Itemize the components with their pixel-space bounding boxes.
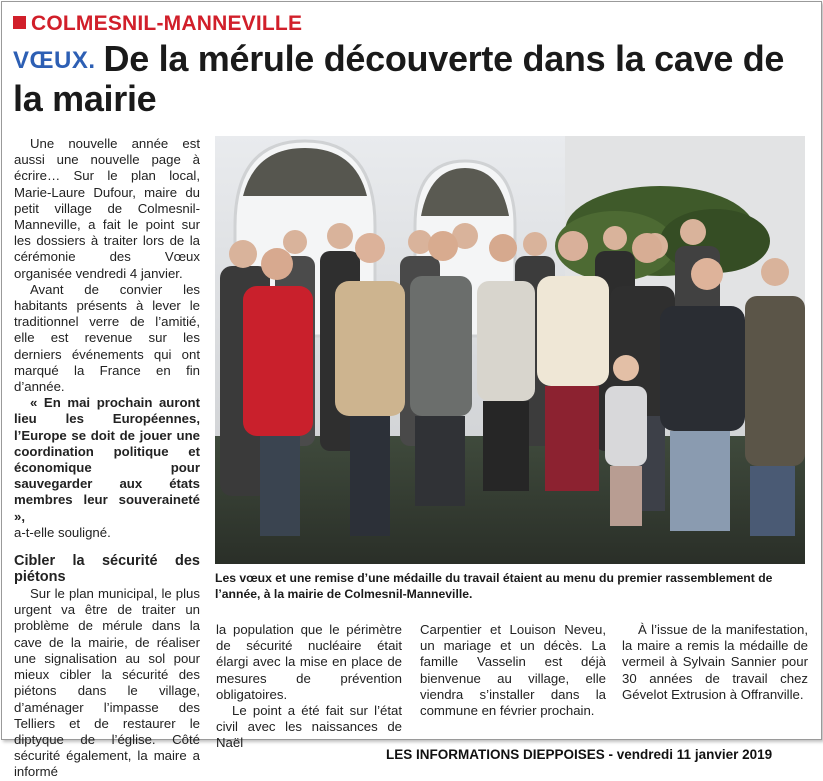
subheading: Cibler la sécurité des piétons: [14, 553, 200, 586]
headline: [13, 40, 813, 118]
col1-quote: « En mai prochain auront lieu les Européennes, l’Europe se doit de jouer une coordination politique et économique pour sauvegarder aux états membres leur souveraineté »,: [14, 395, 200, 524]
column-1: [14, 136, 200, 781]
publication-footer: LES INFORMATIONS DIEPPOISES - vendredi 11 janvier 2019: [386, 747, 773, 762]
col1-paragraph-4: Sur le plan municipal, le plus urgent va être de traiter un problème de mérule dans la cave de la mairie, de réaliser une signalisation au sol pour mieux cibler la sécurité des piétons dans le village, d’aménager l’impasse des Telliers et de restaurer le diptyque de l’église. Côté sécurité également, la maire a informé: [14, 586, 200, 780]
group-photo: [215, 136, 805, 564]
column-4: [622, 622, 808, 703]
column-3: [420, 622, 606, 719]
col1-paragraph-1: Une nouvelle année est aussi une nouvelle page à écrire… Sur le plan local, Marie-Laure Dufour, maire du petit village de Colmesnil-Manneville, a fait le point sur les dossiers à traiter lors de la cérémonie des Vœux organisée vendredi 4 janvier.: [14, 136, 200, 281]
section-kicker: [13, 12, 302, 36]
headline-title: De la mérule découverte dans la cave de la mairie: [13, 38, 785, 119]
kicker-square-icon: [13, 16, 26, 29]
headline-tag: VŒUX.: [13, 47, 96, 74]
col2-paragraph-1: la population que le périmètre de sécurité nucléaire était élargi avec la mise en place de mesures de prévention obligatoires.: [216, 622, 402, 702]
col1-paragraph-2: Avant de convier les habitants présents à lever le traditionnel verre de l’amitié, elle est revenue sur les derniers événements qui ont marqué la France en fin d’année.: [14, 281, 200, 395]
col3-paragraph-1: Carpentier et Louison Neveu, un mariage et un décès. La famille Vasselin est déjà bienvenue au village, elle viendra s’installer dans la commune en février prochain.: [420, 622, 606, 719]
photo-illustration: [215, 136, 805, 564]
col2-paragraph-2: Le point a été fait sur l’état civil avec les naissances de Naël: [216, 703, 402, 751]
column-2: [216, 622, 402, 752]
kicker-text: COLMESNIL-MANNEVILLE: [31, 12, 303, 35]
col4-paragraph-1: À l’issue de la manifestation, la maire a remis la médaille de vermeil à Sylvain Sannier pour 30 années de travail chez Gévelot Extrusion à Offranville.: [622, 622, 808, 702]
col1-quote-attribution: a-t-elle souligné.: [14, 524, 111, 540]
photo-caption: Les vœux et une remise d’une médaille du travail étaient au menu du premier rassemblement de l’année, à la mairie de Colmesnil-Manneville.: [215, 571, 773, 601]
